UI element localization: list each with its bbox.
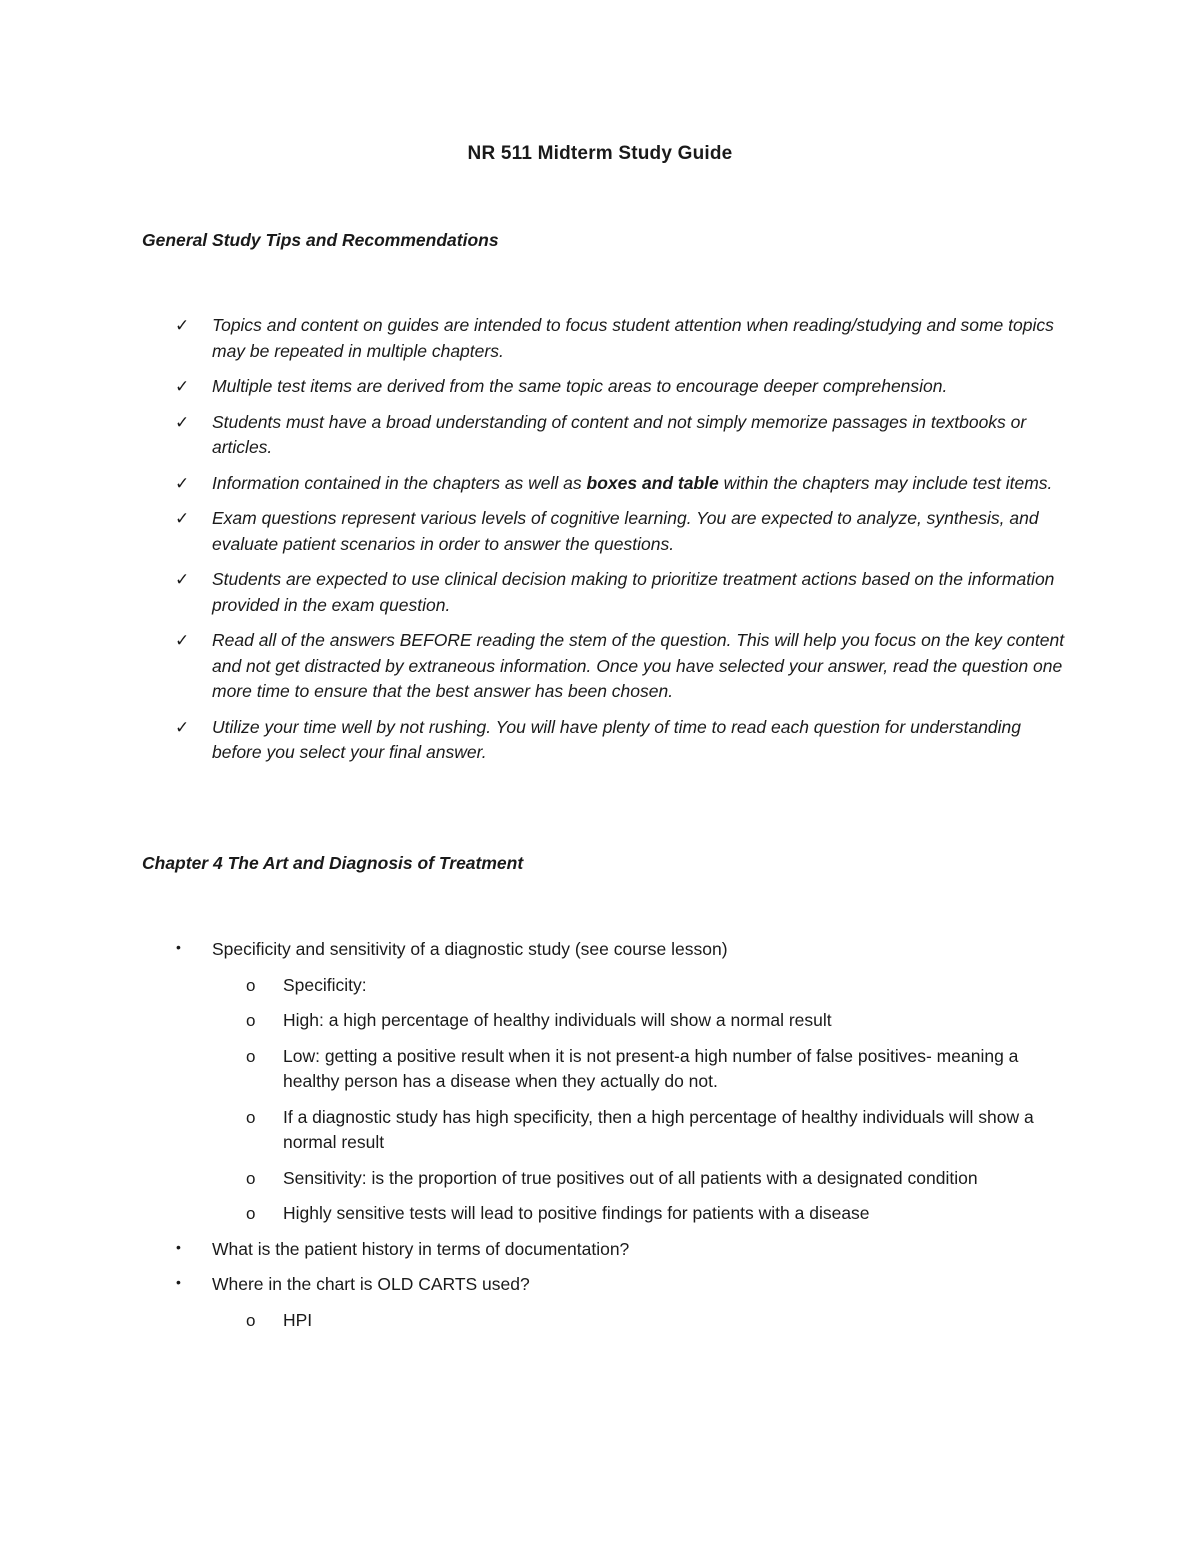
circle-bullet-icon: o — [246, 1046, 256, 1066]
study-tip-item — [0, 410, 1072, 461]
sub-list-item-text: If a diagnostic study has high specificity, then a high percentage of healthy individuals will show a normal result — [283, 1106, 1034, 1152]
sub-list-item — [212, 1105, 1043, 1156]
study-tip-item — [0, 628, 1072, 705]
sub-list-item — [212, 1308, 1043, 1334]
circle-bullet-icon: o — [246, 1310, 256, 1330]
page-title: NR 511 Midterm Study Guide — [467, 143, 733, 164]
list-item — [0, 937, 1072, 1227]
sub-list-item-text: HPI — [283, 1309, 313, 1330]
study-tips-list — [0, 313, 1200, 776]
study-tip-item — [0, 313, 1072, 364]
checkmark-icon: ✓ — [175, 570, 190, 589]
sub-list-item — [212, 973, 1043, 999]
sub-list-item — [212, 1166, 1043, 1192]
study-tip-text: within the chapters may include test items. — [718, 472, 1053, 493]
study-tip-item — [0, 374, 1072, 400]
study-tip-text: Multiple test items are derived from the same topic areas to encourage deeper comprehension. — [212, 376, 948, 396]
study-tip-item — [0, 506, 1072, 557]
bullet-icon: • — [176, 1274, 181, 1290]
checkmark-icon: ✓ — [175, 717, 190, 737]
list-item-text: Where in the chart is OLD CARTS used? — [212, 1274, 530, 1294]
bullet-icon: • — [176, 1238, 181, 1255]
study-tip-text: Topics and content on guides are intended to focus student attention when reading/studying and some topics may be repeated in multiple chapters. — [212, 315, 1054, 361]
study-tip-emphasis: boxes and table — [586, 472, 719, 493]
sub-list-item-text: High: a high percentage of healthy individuals will show a normal result — [283, 1010, 832, 1030]
sub-list — [212, 1308, 1072, 1334]
study-tip-item — [0, 567, 1072, 618]
list-item — [0, 1272, 1072, 1333]
checkmark-icon: ✓ — [175, 412, 190, 432]
section-heading-chapter-4: Chapter 4 The Art and Diagnosis of Treatment — [142, 853, 524, 873]
sub-list — [212, 973, 1072, 1227]
sub-list-item-text: Highly sensitive tests will lead to positive findings for patients with a disease — [283, 1203, 870, 1223]
study-tip-text: Read all of the answers BEFORE reading the stem of the question. This will help you focus on the key content and not get distracted by extraneous information. Once you have selected your answer, read the question one more time to ensure that the best answer has been chosen. — [212, 630, 1065, 701]
checkmark-icon: ✓ — [175, 631, 190, 650]
sub-list-item-text: Specificity: — [283, 974, 367, 995]
sub-list-item — [212, 1044, 1043, 1095]
circle-bullet-icon: o — [246, 975, 256, 995]
checkmark-icon: ✓ — [175, 509, 190, 528]
study-tip-text: Utilize your time well by not rushing. You will have plenty of time to read each question for understanding before you select your final answer. — [212, 716, 1022, 762]
checkmark-icon: ✓ — [175, 473, 190, 493]
sub-list-item-text: Sensitivity: is the proportion of true positives out of all patients with a designated condition — [283, 1167, 978, 1188]
section-heading-study-tips: General Study Tips and Recommendations — [142, 230, 499, 250]
list-item-text: Specificity and sensitivity of a diagnostic study (see course lesson) — [212, 939, 728, 959]
sub-list-item-text: Low: getting a positive result when it is not present-a high number of false positives- meaning a healthy person has a disease when they actually do not. — [283, 1045, 1019, 1091]
circle-bullet-icon: o — [246, 1011, 256, 1030]
study-tip-text: Students must have a broad understanding of content and not simply memorize passages in textbooks or articles. — [212, 411, 1027, 457]
sub-list-item — [212, 1201, 1043, 1227]
study-tip-text: Students are expected to use clinical decision making to prioritize treatment actions based on the information provided in the exam question. — [212, 569, 1055, 615]
list-item — [0, 1237, 1072, 1263]
list-item-text: What is the patient history in terms of documentation? — [212, 1238, 630, 1259]
circle-bullet-icon: o — [246, 1107, 256, 1127]
circle-bullet-icon: o — [246, 1204, 256, 1223]
study-tip-text: Exam questions represent various levels of cognitive learning. You are expected to analyze, synthesis, and evaluate patient scenarios in order to answer the questions. — [212, 508, 1039, 554]
study-tip-item — [0, 715, 1072, 766]
circle-bullet-icon: o — [246, 1168, 256, 1188]
checkmark-icon: ✓ — [175, 377, 190, 396]
sub-list-item — [212, 1008, 1043, 1034]
checkmark-icon: ✓ — [175, 316, 190, 335]
study-tip-text: Information contained in the chapters as well as — [212, 472, 587, 493]
bullet-icon: • — [176, 939, 181, 955]
chapter-4-list — [0, 937, 1200, 1343]
study-tip-item — [0, 471, 1072, 497]
